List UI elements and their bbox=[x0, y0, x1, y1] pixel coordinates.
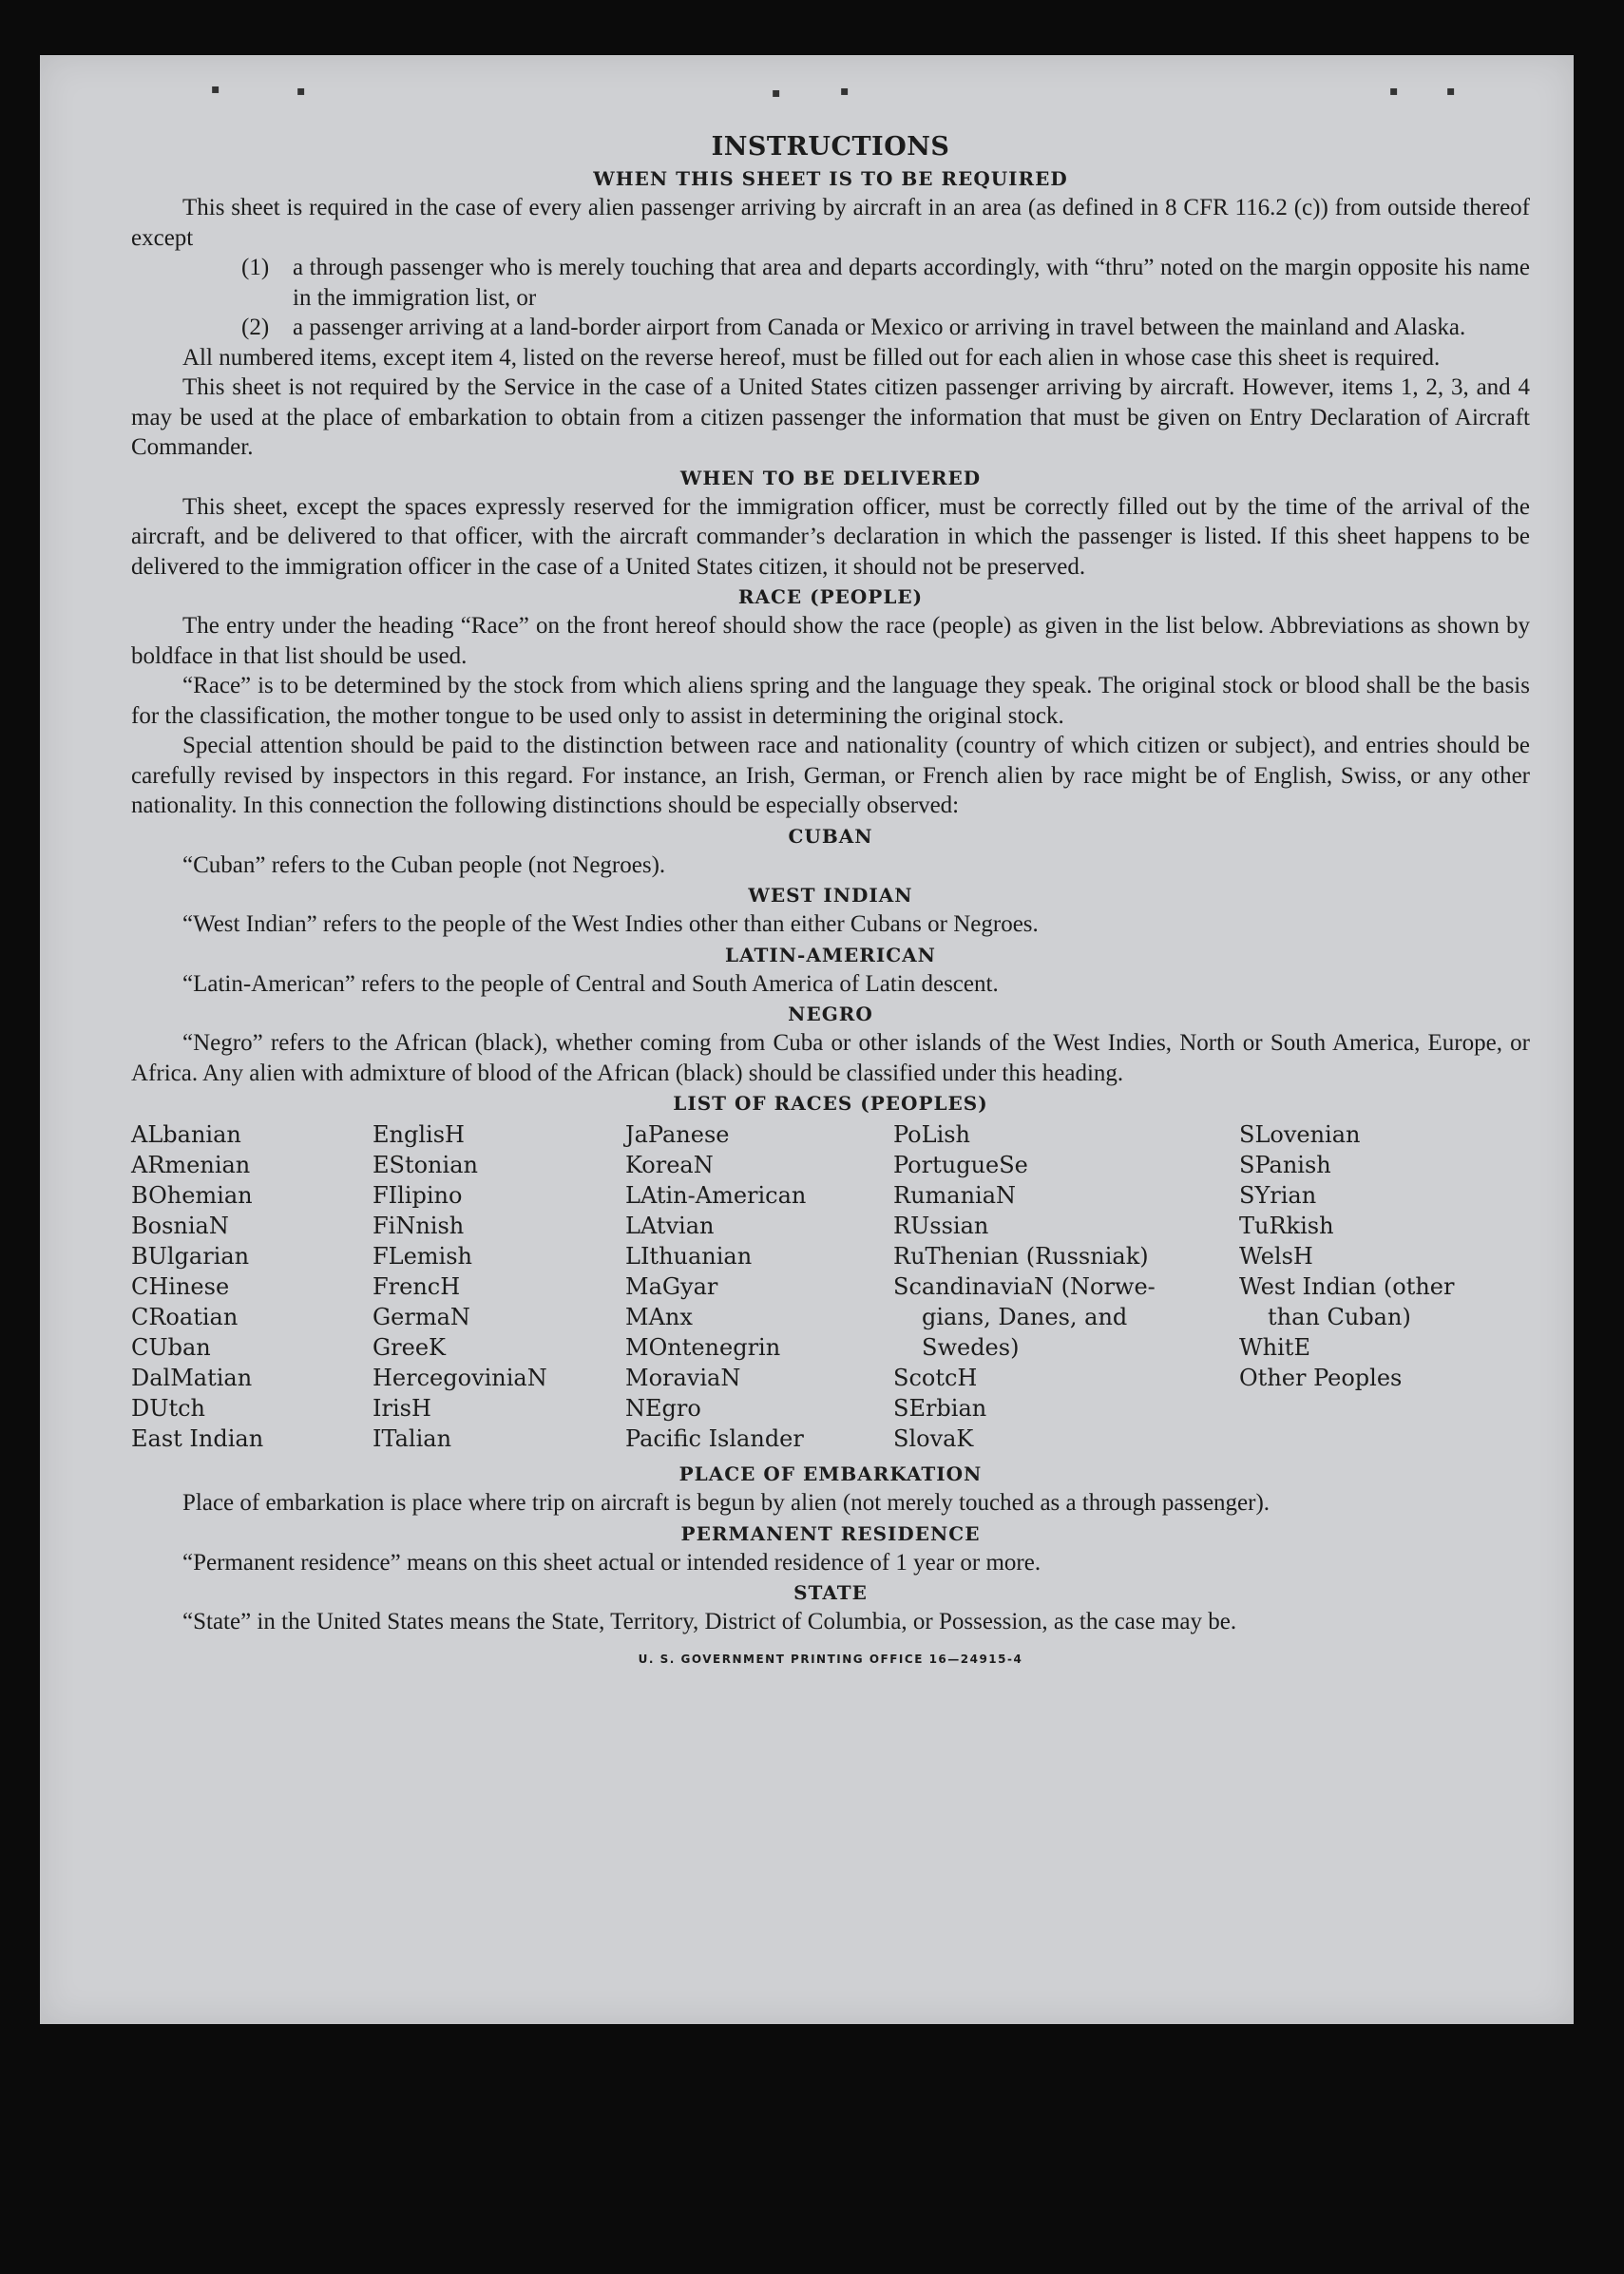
paragraph: “West Indian” refers to the people of the West Indies other than either Cubans or Negroes. bbox=[182, 911, 1039, 937]
paragraph: “Negro” refers to the African (black), whether coming from Cuba or other islands of the West Indies, North or South America, Europe, or Africa. Any alien with admixture of blood of the African (black) should be classified under this heading. bbox=[131, 1030, 1530, 1086]
section-heading: LATIN-AMERICAN bbox=[725, 943, 936, 966]
race-entry: RuThenian (Russniak) bbox=[893, 1243, 1149, 1270]
races-column bbox=[625, 1119, 893, 1454]
item-number: (1) bbox=[241, 255, 270, 280]
paragraph: “Permanent residence” means on this sheet actual or intended residence of 1 year or more. bbox=[182, 1549, 1041, 1576]
paragraph: All numbered items, except item 4, listed on the reverse hereof, must be filled out for each alien in whose case this sheet is required. bbox=[182, 344, 1441, 371]
race-entry: DUtch bbox=[131, 1395, 206, 1422]
section-heading: CUBAN bbox=[788, 824, 873, 848]
race-entry: GermaN bbox=[373, 1304, 470, 1330]
section-heading: WHEN TO BE DELIVERED bbox=[679, 466, 982, 489]
race-entry: SlovaK bbox=[893, 1425, 974, 1452]
race-entry: EnglisH bbox=[373, 1121, 465, 1148]
paragraph: This sheet, except the spaces expressly reserved for the immigration officer, must be correctly filled out by the time of the arrival of the aircraft, and be delivered to that officer, with the aircraft commander’s declaration in which the passenger is listed. If this sheet happens to be delivered to the immigration officer in the case of a United States citizen, it should not be preserved. bbox=[131, 493, 1530, 580]
race-entry: FIlipino bbox=[373, 1182, 463, 1209]
paragraph: The entry under the heading “Race” on the front hereof should show the race (people) as given in the list below. Abbreviations as shown by boldface in that list should be used. bbox=[131, 613, 1530, 669]
race-entry: PoLish bbox=[893, 1121, 971, 1148]
race-entry: ScotcH bbox=[893, 1365, 978, 1391]
race-entry: WhitE bbox=[1239, 1334, 1310, 1361]
punch-mark: ▪ bbox=[772, 86, 781, 101]
race-entry: BosniaN bbox=[131, 1213, 229, 1239]
race-entry: HercegoviniaN bbox=[373, 1365, 547, 1391]
section-heading: LIST OF RACES (PEOPLES) bbox=[673, 1092, 988, 1115]
race-entry: ScandinaviaN (Norwe- bbox=[893, 1273, 1156, 1300]
race-entry: FiNnish bbox=[373, 1213, 465, 1239]
race-entry: Other Peoples bbox=[1239, 1365, 1403, 1391]
paragraph: Place of embarkation is place where trip on aircraft is begun by alien (not merely touched as a through passenger). bbox=[182, 1490, 1271, 1516]
race-entry: LIthuanian bbox=[625, 1243, 753, 1270]
paragraph: Special attention should be paid to the distinction between race and nationality (country of which citizen or subject), and entries should be carefully revised by inspectors in this regard. For instance, an Irish, German, or French alien by race might be of English, Swiss, or any other nationality. In this connection the following distinctions should be especially observed: bbox=[131, 733, 1530, 818]
race-entry: FLemish bbox=[373, 1243, 472, 1270]
race-entry: GreeK bbox=[373, 1334, 446, 1361]
race-entry: JaPanese bbox=[625, 1121, 730, 1148]
section-heading: NEGRO bbox=[788, 1003, 873, 1025]
race-entry: MoraviaN bbox=[625, 1365, 741, 1391]
section-heading: WEST INDIAN bbox=[748, 884, 913, 907]
section-heading: PLACE OF EMBARKATION bbox=[678, 1462, 983, 1485]
race-entry: EStonian bbox=[373, 1152, 478, 1178]
races-list bbox=[131, 1119, 1530, 1454]
race-entry: FrencH bbox=[373, 1273, 461, 1300]
race-entry: RUssian bbox=[893, 1213, 989, 1239]
list-item bbox=[131, 313, 1530, 343]
race-entry: LAtin-American bbox=[625, 1182, 807, 1209]
race-entry: Pacific Islander bbox=[625, 1425, 804, 1452]
race-entry-continued: gians, Danes, and bbox=[922, 1304, 1128, 1330]
race-entry: PortugueSe bbox=[893, 1152, 1028, 1178]
paragraph: “Cuban” refers to the Cuban people (not Negroes). bbox=[182, 851, 666, 878]
race-entry: LAtvian bbox=[625, 1213, 715, 1239]
punch-mark: ▪ bbox=[1446, 84, 1456, 99]
instructions-text bbox=[131, 131, 1530, 1674]
section-heading: RACE (PEOPLE) bbox=[737, 585, 924, 608]
race-entry: WelsH bbox=[1239, 1243, 1313, 1270]
item-text: a passenger arriving at a land-border airport from Canada or Mexico or arriving in travel between the mainland and Alaska. bbox=[293, 315, 1466, 340]
race-entry: CRoatian bbox=[131, 1304, 239, 1330]
race-entry: West Indian (other bbox=[1239, 1273, 1455, 1300]
punch-mark: ▪ bbox=[1389, 84, 1399, 99]
race-entry: CUban bbox=[131, 1334, 211, 1361]
race-entry: TuRkish bbox=[1239, 1213, 1334, 1239]
race-entry: CHinese bbox=[131, 1273, 230, 1300]
race-entry: DalMatian bbox=[131, 1365, 253, 1391]
race-entry: SErbian bbox=[893, 1395, 987, 1422]
punch-mark: ▪ bbox=[211, 82, 220, 97]
race-entry-continued: Swedes) bbox=[922, 1334, 1020, 1361]
punch-mark: ▪ bbox=[296, 84, 306, 99]
section-heading: PERMANENT RESIDENCE bbox=[680, 1521, 981, 1545]
section-heading: STATE bbox=[793, 1581, 868, 1604]
races-column bbox=[373, 1119, 625, 1454]
item-text: a through passenger who is merely touching that area and departs accordingly, with “thru” noted on the margin opposite his name in the immigration list, or bbox=[293, 255, 1530, 311]
race-entry: MOntenegrin bbox=[625, 1334, 781, 1361]
race-entry: RumaniaN bbox=[893, 1182, 1017, 1209]
printer-imprint: U. S. GOVERNMENT PRINTING OFFICE 16—24915-4 bbox=[638, 1652, 1023, 1666]
race-entry: SLovenian bbox=[1239, 1121, 1361, 1148]
race-entry: MaGyar bbox=[625, 1273, 718, 1300]
section-heading: WHEN THIS SHEET IS TO BE REQUIRED bbox=[593, 167, 1068, 190]
race-entry: KoreaN bbox=[625, 1152, 714, 1178]
punch-mark: ▪ bbox=[840, 84, 850, 99]
race-entry: NEgro bbox=[625, 1395, 701, 1422]
race-entry: BOhemian bbox=[131, 1182, 253, 1209]
page-title: INSTRUCTIONS bbox=[711, 132, 950, 162]
paragraph: “State” in the United States means the State, Territory, District of Columbia, or Possession, as the case may be. bbox=[182, 1609, 1237, 1634]
race-entry: IrisH bbox=[373, 1395, 431, 1422]
race-entry: MAnx bbox=[625, 1304, 693, 1330]
race-entry: BUlgarian bbox=[131, 1243, 250, 1270]
race-entry: SYrian bbox=[1239, 1182, 1317, 1209]
race-entry: East Indian bbox=[131, 1425, 264, 1452]
paragraph: “Latin-American” refers to the people of Central and South America of Latin descent. bbox=[182, 970, 999, 997]
races-column bbox=[131, 1119, 373, 1454]
list-item bbox=[131, 253, 1530, 313]
race-entry: ARmenian bbox=[131, 1152, 251, 1178]
races-column bbox=[1239, 1119, 1524, 1454]
paragraph: This sheet is required in the case of every alien passenger arriving by aircraft in an area (as defined in 8 CFR 116.2 (c)) from outside thereof except bbox=[131, 195, 1530, 251]
race-entry: SPanish bbox=[1239, 1152, 1331, 1178]
paragraph: “Race” is to be determined by the stock from which aliens spring and the language they speak. The original stock or blood shall be the basis for the classification, the mother tongue to be used only to assist in determining the original stock. bbox=[131, 673, 1530, 729]
race-entry: ITalian bbox=[373, 1425, 452, 1452]
races-column bbox=[893, 1119, 1239, 1454]
race-entry: ALbanian bbox=[131, 1121, 241, 1148]
paragraph: This sheet is not required by the Service in the case of a United States citizen passenger arriving by aircraft. However, items 1, 2, 3, and 4 may be used at the place of embarkation to obtain from a citizen passenger the information that must be given on Entry Declaration of Aircraft Commander. bbox=[131, 374, 1530, 460]
race-entry-continued: than Cuban) bbox=[1268, 1304, 1411, 1330]
document-sheet bbox=[40, 55, 1574, 2024]
item-number: (2) bbox=[241, 315, 270, 340]
